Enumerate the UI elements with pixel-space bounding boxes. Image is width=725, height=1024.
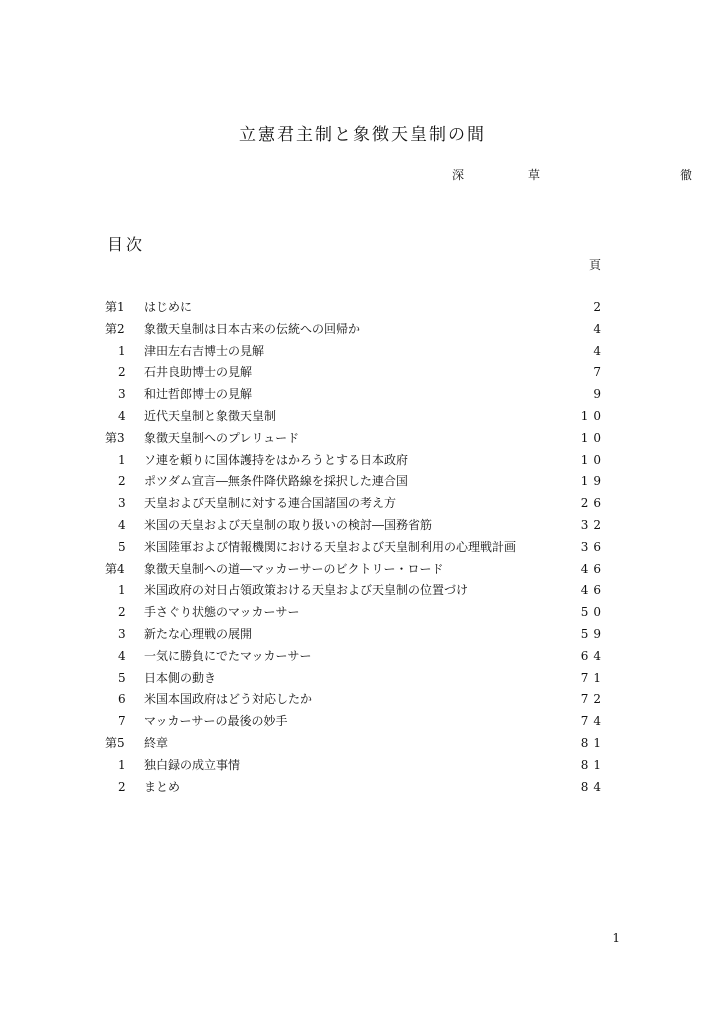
toc-entry-label: 米国本国政府はどう対応したか	[144, 692, 313, 707]
toc-entry	[0, 778, 725, 800]
toc-entry-page: 7	[593, 365, 606, 380]
toc-entry-number: 第4	[105, 561, 125, 576]
toc-entry-page: 19	[580, 474, 606, 489]
toc-entry-number: 1	[118, 757, 126, 772]
toc-entry-label: 象徴天皇制への道―マッカーサーのビクトリー・ロード	[144, 561, 444, 576]
toc-entry-page: 84	[580, 779, 606, 794]
toc-entry-number: 6	[118, 692, 126, 707]
toc-entry-label: ポツダム宣言―無条件降伏路線を採択した連合国	[144, 474, 408, 489]
toc-entry	[0, 560, 725, 582]
toc-entry	[0, 494, 725, 516]
toc-entry-page: 4	[593, 321, 606, 336]
toc-entry	[0, 298, 725, 320]
toc-entry-label: マッカーサーの最後の妙手	[144, 714, 288, 729]
toc-entry-page: 81	[580, 757, 606, 772]
toc-entry-page: 36	[580, 539, 606, 554]
toc-entry-label: 米国政府の対日占領政策おける天皇および天皇制の位置づけ	[144, 583, 469, 598]
toc-entry-number: 2	[118, 779, 126, 794]
toc-entry	[0, 320, 725, 342]
toc-entry	[0, 756, 725, 778]
toc-entry	[0, 690, 725, 712]
toc-entry-label: 近代天皇制と象徴天皇制	[144, 408, 277, 423]
toc-entry	[0, 603, 725, 625]
toc-entry	[0, 451, 725, 473]
toc-entry-number: 1	[118, 583, 126, 598]
toc-entry	[0, 734, 725, 756]
toc-entry	[0, 625, 725, 647]
toc-entry-label: 象徴天皇制へのプレリュード	[144, 430, 300, 445]
toc-entry	[0, 429, 725, 451]
toc-heading: 目次	[107, 235, 146, 254]
toc-entry-label: 独白録の成立事情	[144, 757, 241, 772]
toc-entry-number: 2	[118, 365, 126, 380]
toc-entry	[0, 385, 725, 407]
toc-entry-page: 10	[580, 452, 606, 467]
toc-entry-label: 津田左右吉博士の見解	[144, 343, 265, 358]
toc-entry	[0, 581, 725, 603]
toc-entry	[0, 647, 725, 669]
toc-entry-label: ソ連を頼りに国体護持をはかろうとする日本政府	[144, 452, 409, 467]
toc-entry-number: 1	[118, 343, 126, 358]
toc-entry-page: 46	[580, 561, 606, 576]
toc-entry-label: 和辻哲郎博士の見解	[144, 387, 253, 402]
toc-entry	[0, 516, 725, 538]
toc-entry	[0, 538, 725, 560]
toc-entry-page: 71	[580, 670, 606, 685]
toc-entry-label: 手さぐり状態のマッカーサー	[144, 605, 300, 620]
toc-entry-page: 2	[593, 300, 606, 314]
toc-entry-label: 米国陸軍および情報機関における天皇および天皇制利用の心理戦計画	[144, 539, 517, 554]
toc-entry-number: 4	[118, 517, 126, 532]
toc-entry	[0, 712, 725, 734]
toc-entry-number: 3	[118, 387, 126, 402]
toc-entry	[0, 407, 725, 429]
toc-entry-number: 第3	[105, 430, 125, 445]
toc-entry-page: 72	[580, 692, 606, 707]
toc-entry-label: 終章	[144, 735, 169, 750]
toc-entry-label: はじめに	[144, 300, 193, 314]
toc-entry-page: 46	[580, 583, 606, 598]
toc-entry-number: 4	[118, 648, 126, 663]
page-number: 1	[612, 931, 620, 945]
toc-entry-label: 日本側の動き	[144, 670, 217, 685]
toc-entry-number: 第2	[105, 321, 125, 336]
document-title: 立憲君主制と象徴天皇制の間	[239, 125, 486, 145]
toc-entry-number: 1	[118, 452, 126, 467]
toc-entry	[0, 669, 725, 691]
toc-entry-page: 50	[580, 605, 606, 620]
toc-entry-label: 天皇および天皇制に対する連合国諸国の考え方	[144, 496, 397, 511]
toc-entry-page: 10	[580, 408, 606, 423]
toc-entry-page: 64	[580, 648, 606, 663]
toc-entry-number: 3	[118, 496, 126, 511]
toc-entry-number: 4	[118, 408, 126, 423]
toc-entry-page: 59	[580, 626, 606, 641]
toc-entry-page: 4	[593, 343, 606, 358]
toc-entry	[0, 342, 725, 364]
toc-entry-label: 米国の天皇および天皇制の取り扱いの検討―国務省筋	[144, 517, 433, 532]
toc-entry-number: 第1	[105, 300, 125, 314]
toc-entry-page: 9	[593, 387, 606, 402]
toc-entry-label: 象徴天皇制は日本古来の伝統への回帰か	[144, 321, 361, 336]
toc-entry-number: 2	[118, 474, 126, 489]
toc-entry-label: 石井良助博士の見解	[144, 365, 253, 380]
toc-entry-number: 5	[118, 670, 126, 685]
toc-entry-page: 81	[580, 735, 606, 750]
toc-entry-number: 第5	[105, 735, 125, 750]
toc-entry-page: 74	[580, 714, 606, 729]
toc-entry-number: 5	[118, 539, 126, 554]
toc-entry-page: 26	[580, 496, 606, 511]
author-name: 深 草 徹	[452, 168, 719, 182]
toc-entry-number: 2	[118, 605, 126, 620]
toc-entry-label: まとめ	[144, 779, 181, 794]
toc-entry	[0, 472, 725, 494]
toc-entry-label: 一気に勝負にでたマッカーサー	[144, 648, 312, 663]
toc-entry-page: 10	[580, 430, 606, 445]
table-of-contents	[0, 298, 725, 799]
toc-entry-number: 3	[118, 626, 126, 641]
toc-entry	[0, 363, 725, 385]
toc-entry-label: 新たな心理戦の展開	[144, 626, 253, 641]
toc-entry-page: 32	[580, 517, 606, 532]
toc-entry-number: 7	[118, 714, 126, 729]
page-column-label: 頁	[588, 258, 601, 272]
